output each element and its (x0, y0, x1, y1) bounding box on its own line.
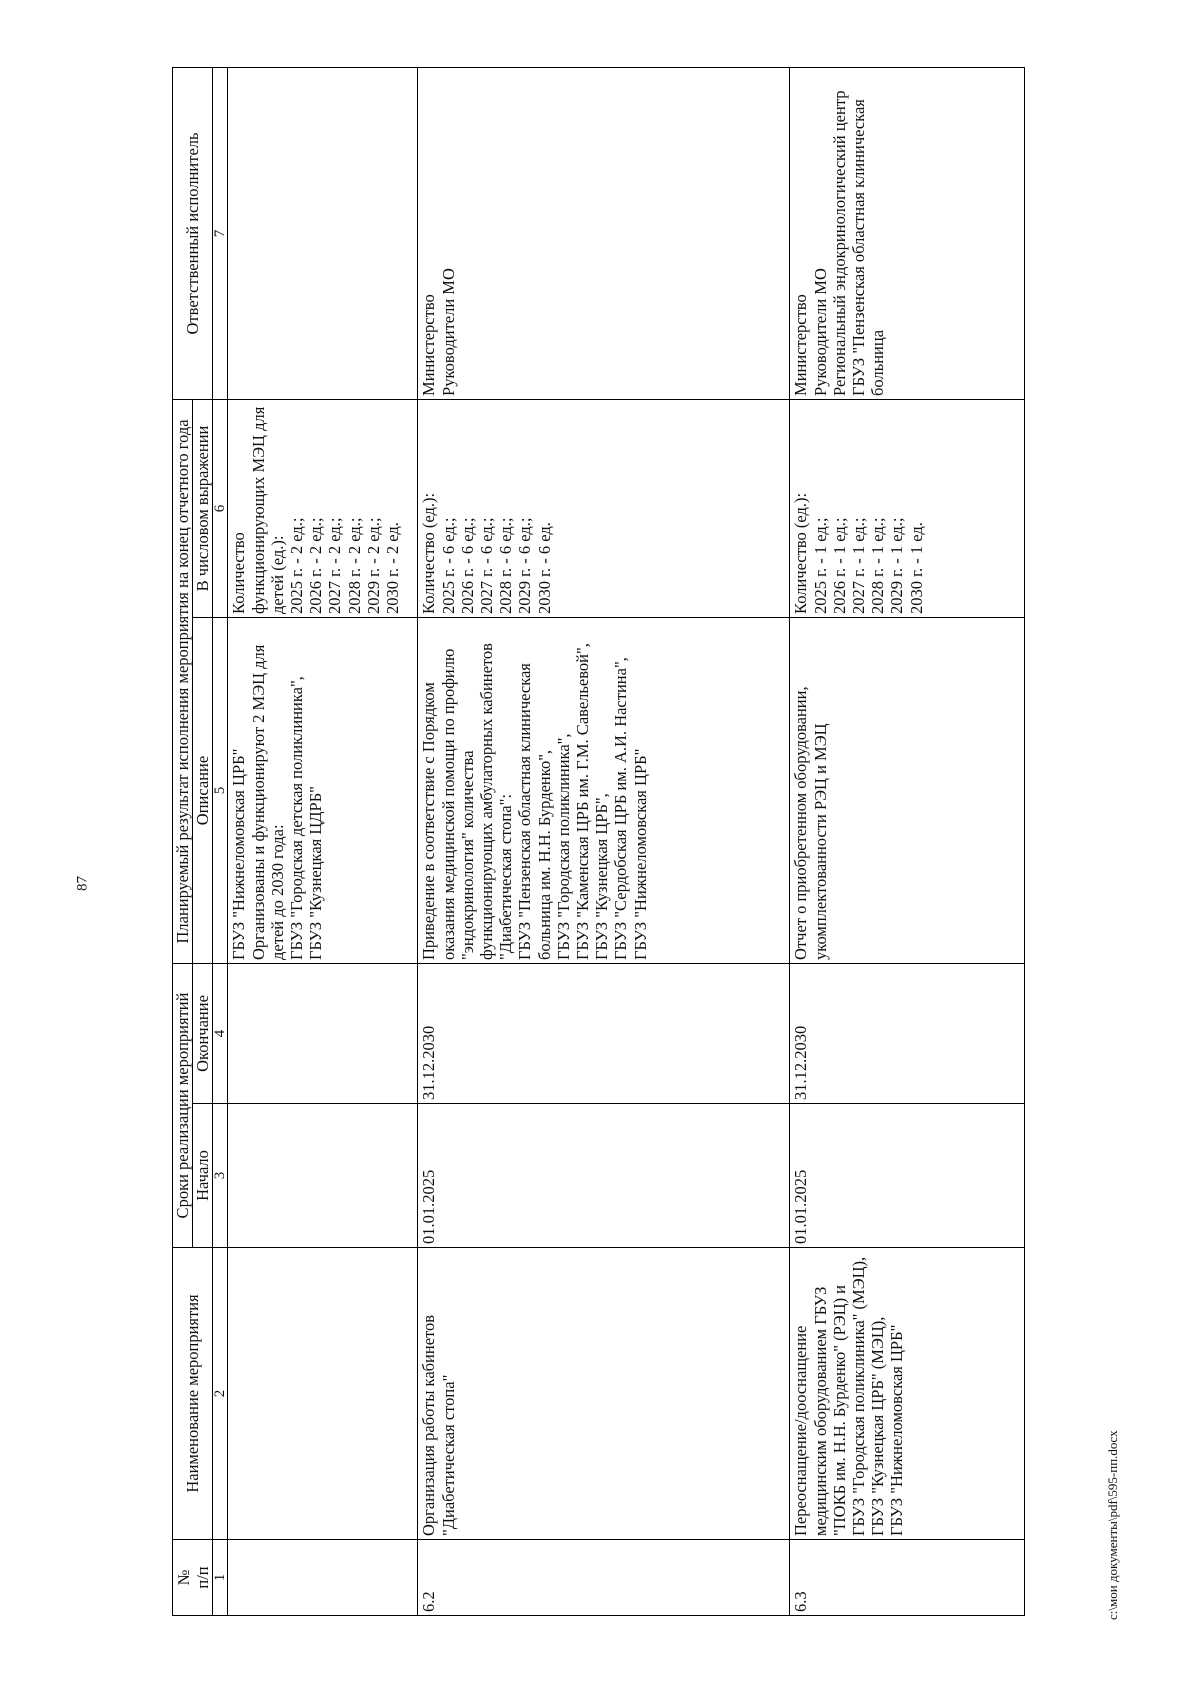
cell-numeric: Количество (ед.): 2025 г. - 6 ед.; 2026 г. - 6 ед.; 2027 г. - 6 ед.; 2028 г. - 6 ед.; 2029 г. - 6 ед.; 2030 г. - 6 ед. (418, 399, 790, 617)
cell-name: Переоснащение/дооснащение медицинским оборудованием ГБУЗ "ПОКБ им. Н.Н. Бурденко" (РЭЦ) и ГБУЗ "Городская поликлиника" (МЭЦ), ГБУЗ "Кузнецкая ЦРБ" (МЭЦ), ГБУЗ "Нижнеломовская ЦРБ" (790, 1248, 1025, 1540)
cell-num: 6.2 (418, 1540, 790, 1616)
footer-file-path: c:\мои документы\pdf\595-пп.docx (1105, 1430, 1120, 1620)
cell-numeric: Количество функционирующих МЭЦ для детей (ед.): 2025 г. - 2 ед.; 2026 г. - 2 ед.; 2027 г. - 2 ед.; 2028 г. - 2 ед.; 2029 г. - 2 ед.; 2030 г. - 2 ед. (228, 399, 418, 617)
cell-responsible: Министерство Руководители МО (418, 67, 790, 399)
cell-start: 01.01.2025 (790, 1104, 1025, 1248)
column-number: 1 (213, 1540, 228, 1616)
cell-numeric: Количество (ед.): 2025 г. - 1 ед.; 2026 г. - 1 ед.; 2027 г. - 1 ед.; 2028 г. - 1 ед.; 2029 г. - 1 ед.; 2030 г. - 1 ед. (790, 399, 1025, 617)
table-row (790, 67, 1025, 1615)
cell-end: 31.12.2030 (790, 963, 1025, 1103)
header-result: Планируемый результат исполнения мероприятия на конец отчетного года (173, 399, 193, 963)
header-responsible: Ответственный исполнитель (173, 67, 213, 399)
header-name: Наименование мероприятия (173, 1248, 213, 1540)
header-end: Окончание (193, 963, 213, 1103)
column-number: 2 (213, 1248, 228, 1540)
cell-start: 01.01.2025 (418, 1104, 790, 1248)
column-number: 7 (213, 67, 228, 399)
cell-name: Организация работы кабинетов "Диабетическая стопа" (418, 1248, 790, 1540)
cell-num: 6.3 (790, 1540, 1025, 1616)
column-number: 3 (213, 1104, 228, 1248)
cell-num (228, 1540, 418, 1616)
rotated-table-container (172, 68, 1025, 1616)
table-row (418, 67, 790, 1615)
cell-name (228, 1248, 418, 1540)
cell-responsible (228, 67, 418, 399)
activities-table (172, 67, 1025, 1616)
cell-start (228, 1104, 418, 1248)
cell-end (228, 963, 418, 1103)
header-desc: Описание (193, 617, 213, 963)
header-terms: Сроки реализации мероприятий (173, 963, 193, 1247)
column-number: 4 (213, 963, 228, 1103)
header-num: № п/п (173, 1540, 213, 1616)
cell-end: 31.12.2030 (418, 963, 790, 1103)
table-row (228, 67, 418, 1615)
cell-desc: ГБУЗ "Нижнеломовская ЦРБ" Организованы и функционируют 2 МЭЦ для детей до 2030 года: ГБУЗ "Городская детская поликлиника", ГБУЗ "Кузнецкая ЦДРБ" (228, 617, 418, 963)
cell-responsible: Министерство Руководители МО Региональный эндокринологический центр ГБУЗ "Пензенская областная клиническая больница (790, 67, 1025, 399)
page-number: 87 (74, 876, 91, 891)
column-number: 6 (213, 399, 228, 617)
header-start: Начало (193, 1104, 213, 1248)
header-numeric: В числовом выражении (193, 399, 213, 617)
cell-desc: Приведение в соответствие с Порядком оказания медицинской помощи по профилю "эндокринология" количества функционирующих амбулаторных кабинетов "Диабетическая стопа": ГБУЗ "Пензенская областная клиническая больница им. Н.Н. Бурденко", ГБУЗ "Городская поликлиника", ГБУЗ "Каменская ЦРБ им. Г.М. Савельевой", ГБУЗ "Кузнецкая ЦРБ", ГБУЗ "Сердобская ЦРБ им. А.И. Настина", ГБУЗ "Нижнеломовская ЦРБ" (418, 617, 790, 963)
cell-desc: Отчет о приобретенном оборудовании, укомплектованности РЭЦ и МЭЦ (790, 617, 1025, 963)
column-number: 5 (213, 617, 228, 963)
